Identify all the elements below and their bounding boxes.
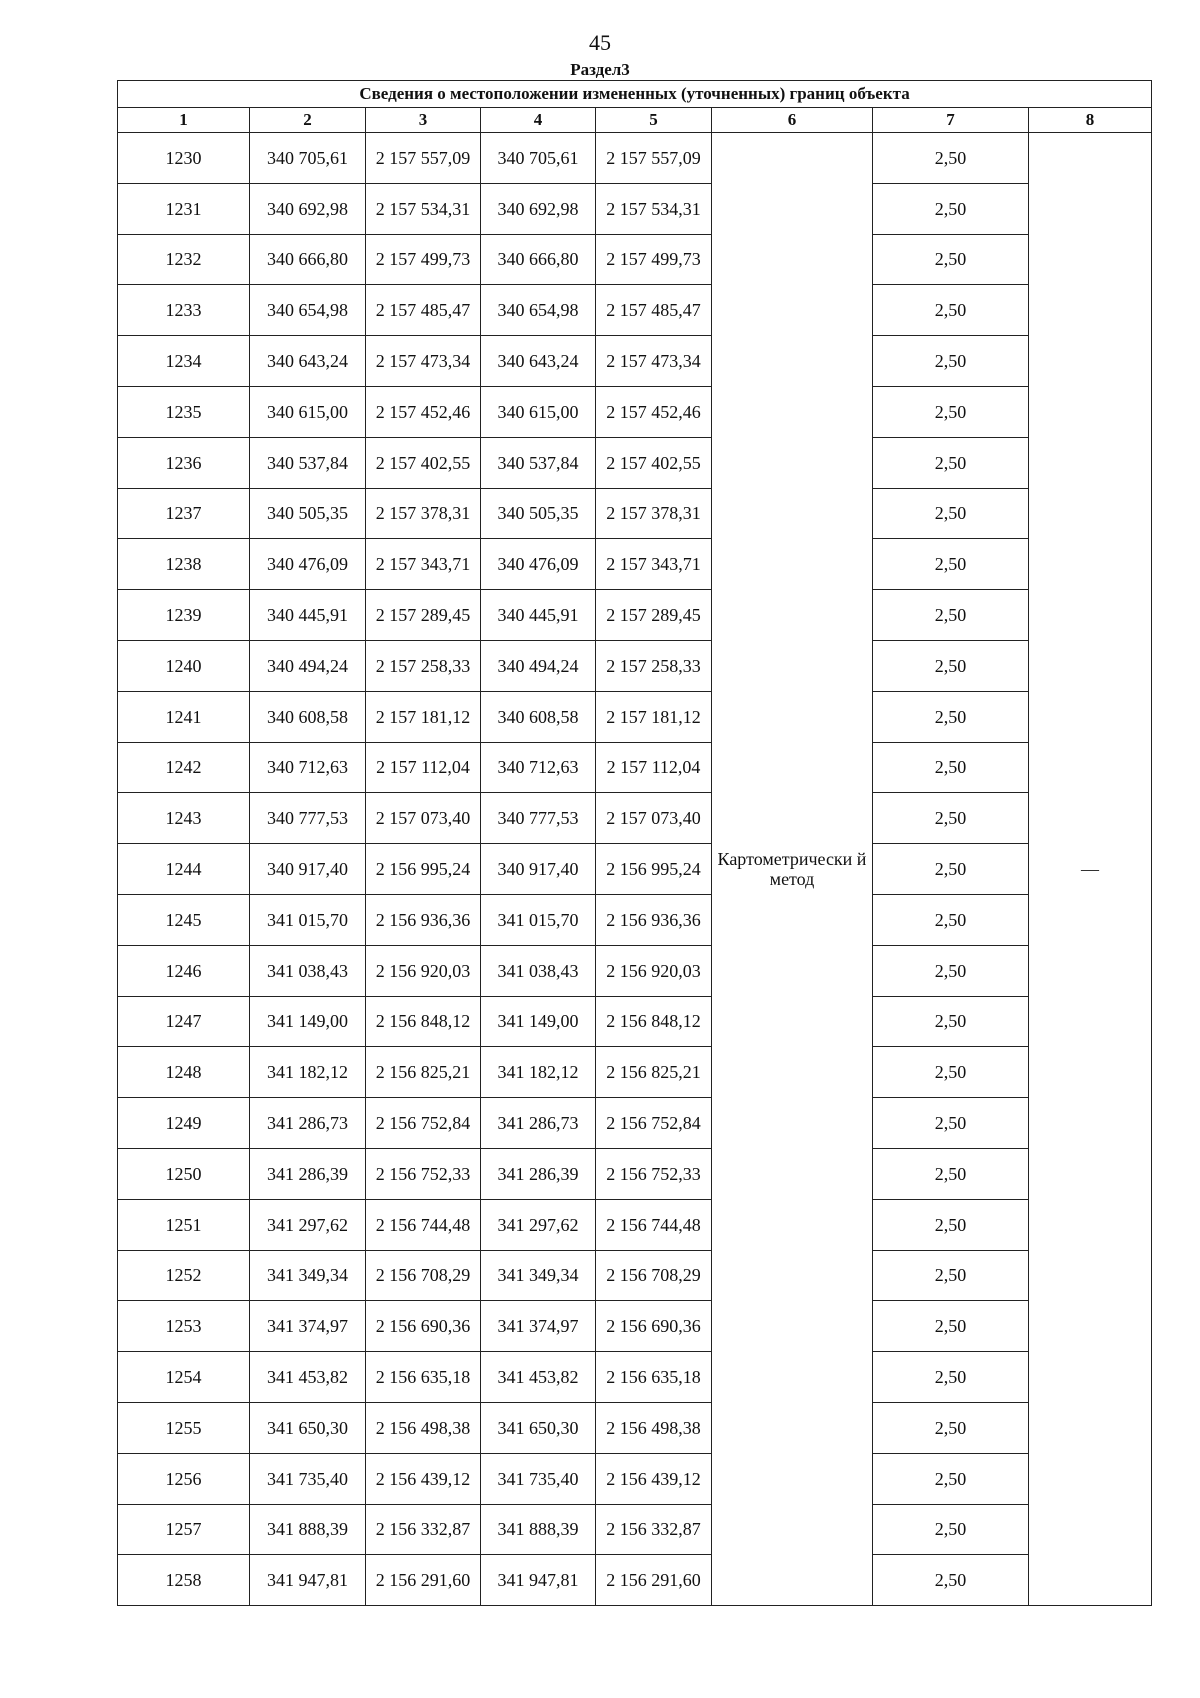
accuracy-cell: 2,50: [873, 1199, 1029, 1250]
y-old-cell: 2 157 073,40: [366, 793, 481, 844]
accuracy-cell: 2,50: [873, 1504, 1029, 1555]
x-new-cell: 340 445,91: [481, 590, 596, 641]
y-new-cell: 2 156 635,18: [596, 1352, 712, 1403]
y-old-cell: 2 157 258,33: [366, 640, 481, 691]
accuracy-cell: 2,50: [873, 742, 1029, 793]
column-header: 6: [712, 108, 873, 133]
y-old-cell: 2 156 332,87: [366, 1504, 481, 1555]
y-old-cell: 2 157 499,73: [366, 234, 481, 285]
y-new-cell: 2 156 920,03: [596, 945, 712, 996]
point-number-cell: 1258: [118, 1555, 250, 1606]
y-old-cell: 2 156 936,36: [366, 894, 481, 945]
point-number-cell: 1251: [118, 1199, 250, 1250]
x-old-cell: 340 445,91: [250, 590, 366, 641]
y-new-cell: 2 156 995,24: [596, 844, 712, 895]
point-number-cell: 1247: [118, 996, 250, 1047]
y-new-cell: 2 156 498,38: [596, 1402, 712, 1453]
y-old-cell: 2 156 752,33: [366, 1148, 481, 1199]
x-old-cell: 340 712,63: [250, 742, 366, 793]
y-old-cell: 2 156 920,03: [366, 945, 481, 996]
point-number-cell: 1231: [118, 183, 250, 234]
accuracy-cell: 2,50: [873, 183, 1029, 234]
y-old-cell: 2 156 995,24: [366, 844, 481, 895]
note-cell: —: [1029, 133, 1152, 1606]
table-row: [118, 1199, 1152, 1250]
x-new-cell: 341 349,34: [481, 1250, 596, 1301]
x-old-cell: 341 453,82: [250, 1352, 366, 1403]
x-old-cell: 341 038,43: [250, 945, 366, 996]
section-title: Раздел3: [570, 60, 630, 79]
point-number-cell: 1248: [118, 1047, 250, 1098]
x-new-cell: 340 608,58: [481, 691, 596, 742]
x-new-cell: 341 947,81: [481, 1555, 596, 1606]
accuracy-cell: 2,50: [873, 336, 1029, 387]
y-new-cell: 2 157 452,46: [596, 386, 712, 437]
x-new-cell: 341 015,70: [481, 894, 596, 945]
y-old-cell: 2 157 343,71: [366, 539, 481, 590]
accuracy-cell: 2,50: [873, 488, 1029, 539]
x-old-cell: 340 666,80: [250, 234, 366, 285]
point-number-cell: 1233: [118, 285, 250, 336]
point-number-cell: 1237: [118, 488, 250, 539]
x-new-cell: 341 182,12: [481, 1047, 596, 1098]
y-old-cell: 2 156 752,84: [366, 1098, 481, 1149]
accuracy-cell: 2,50: [873, 1148, 1029, 1199]
table-row: [118, 437, 1152, 488]
point-number-cell: 1246: [118, 945, 250, 996]
accuracy-cell: 2,50: [873, 386, 1029, 437]
point-number-cell: 1242: [118, 742, 250, 793]
table-row: [118, 1301, 1152, 1352]
accuracy-cell: 2,50: [873, 945, 1029, 996]
x-new-cell: 340 615,00: [481, 386, 596, 437]
table-row: [118, 894, 1152, 945]
table-row: [118, 1352, 1152, 1403]
x-new-cell: 340 654,98: [481, 285, 596, 336]
accuracy-cell: 2,50: [873, 234, 1029, 285]
x-new-cell: 341 286,39: [481, 1148, 596, 1199]
y-old-cell: 2 157 112,04: [366, 742, 481, 793]
x-old-cell: 341 947,81: [250, 1555, 366, 1606]
y-new-cell: 2 156 439,12: [596, 1453, 712, 1504]
column-header-row: [118, 108, 1152, 133]
y-new-cell: 2 157 258,33: [596, 640, 712, 691]
x-old-cell: 340 476,09: [250, 539, 366, 590]
y-new-cell: 2 156 708,29: [596, 1250, 712, 1301]
x-old-cell: 341 286,73: [250, 1098, 366, 1149]
table-body: [118, 133, 1152, 1606]
x-old-cell: 340 494,24: [250, 640, 366, 691]
y-new-cell: 2 157 402,55: [596, 437, 712, 488]
table-row: [118, 539, 1152, 590]
x-new-cell: 340 712,63: [481, 742, 596, 793]
point-number-cell: 1256: [118, 1453, 250, 1504]
y-new-cell: 2 157 181,12: [596, 691, 712, 742]
accuracy-cell: 2,50: [873, 894, 1029, 945]
x-new-cell: 340 494,24: [481, 640, 596, 691]
point-number-cell: 1235: [118, 386, 250, 437]
table-row: [118, 336, 1152, 387]
point-number-cell: 1244: [118, 844, 250, 895]
point-number-cell: 1243: [118, 793, 250, 844]
y-new-cell: 2 156 752,33: [596, 1148, 712, 1199]
y-old-cell: 2 156 439,12: [366, 1453, 481, 1504]
y-old-cell: 2 157 473,34: [366, 336, 481, 387]
y-new-cell: 2 157 343,71: [596, 539, 712, 590]
x-old-cell: 341 149,00: [250, 996, 366, 1047]
table-row: [118, 234, 1152, 285]
accuracy-cell: 2,50: [873, 590, 1029, 641]
x-new-cell: 340 643,24: [481, 336, 596, 387]
y-old-cell: 2 156 498,38: [366, 1402, 481, 1453]
point-number-cell: 1238: [118, 539, 250, 590]
table-row: [118, 1047, 1152, 1098]
column-header: 4: [481, 108, 596, 133]
y-old-cell: 2 157 557,09: [366, 133, 481, 184]
point-number-cell: 1254: [118, 1352, 250, 1403]
table-row: [118, 945, 1152, 996]
table-row: [118, 1098, 1152, 1149]
x-old-cell: 341 888,39: [250, 1504, 366, 1555]
x-new-cell: 341 374,97: [481, 1301, 596, 1352]
column-header: 7: [873, 108, 1029, 133]
accuracy-cell: 2,50: [873, 539, 1029, 590]
y-new-cell: 2 156 291,60: [596, 1555, 712, 1606]
point-number-cell: 1240: [118, 640, 250, 691]
y-old-cell: 2 157 485,47: [366, 285, 481, 336]
y-old-cell: 2 156 291,60: [366, 1555, 481, 1606]
x-old-cell: 341 182,12: [250, 1047, 366, 1098]
y-new-cell: 2 156 744,48: [596, 1199, 712, 1250]
x-old-cell: 340 608,58: [250, 691, 366, 742]
y-new-cell: 2 156 332,87: [596, 1504, 712, 1555]
y-old-cell: 2 157 402,55: [366, 437, 481, 488]
table-row: [118, 793, 1152, 844]
table-row: [118, 844, 1152, 895]
x-new-cell: 341 286,73: [481, 1098, 596, 1149]
point-number-cell: 1249: [118, 1098, 250, 1149]
point-number-cell: 1232: [118, 234, 250, 285]
x-old-cell: 341 735,40: [250, 1453, 366, 1504]
y-old-cell: 2 156 708,29: [366, 1250, 481, 1301]
x-old-cell: 341 349,34: [250, 1250, 366, 1301]
y-old-cell: 2 157 289,45: [366, 590, 481, 641]
x-old-cell: 340 505,35: [250, 488, 366, 539]
point-number-cell: 1257: [118, 1504, 250, 1555]
table-row: [118, 488, 1152, 539]
y-old-cell: 2 156 848,12: [366, 996, 481, 1047]
x-new-cell: 341 453,82: [481, 1352, 596, 1403]
x-new-cell: 340 692,98: [481, 183, 596, 234]
y-new-cell: 2 156 690,36: [596, 1301, 712, 1352]
table-row: [118, 996, 1152, 1047]
coordinates-table: [117, 80, 1152, 1606]
accuracy-cell: 2,50: [873, 640, 1029, 691]
method-cell: Картометрически й метод: [712, 133, 873, 1606]
accuracy-cell: 2,50: [873, 437, 1029, 488]
accuracy-cell: 2,50: [873, 1555, 1029, 1606]
x-new-cell: 340 476,09: [481, 539, 596, 590]
y-old-cell: 2 156 635,18: [366, 1352, 481, 1403]
point-number-cell: 1253: [118, 1301, 250, 1352]
table-row: [118, 183, 1152, 234]
y-new-cell: 2 157 378,31: [596, 488, 712, 539]
point-number-cell: 1239: [118, 590, 250, 641]
x-old-cell: 340 537,84: [250, 437, 366, 488]
y-old-cell: 2 156 825,21: [366, 1047, 481, 1098]
x-new-cell: 341 297,62: [481, 1199, 596, 1250]
x-old-cell: 340 643,24: [250, 336, 366, 387]
accuracy-cell: 2,50: [873, 1402, 1029, 1453]
x-new-cell: 341 038,43: [481, 945, 596, 996]
accuracy-cell: 2,50: [873, 1047, 1029, 1098]
point-number-cell: 1245: [118, 894, 250, 945]
table-row: [118, 1555, 1152, 1606]
y-old-cell: 2 156 744,48: [366, 1199, 481, 1250]
accuracy-cell: 2,50: [873, 133, 1029, 184]
x-old-cell: 340 615,00: [250, 386, 366, 437]
accuracy-cell: 2,50: [873, 1453, 1029, 1504]
x-new-cell: 341 888,39: [481, 1504, 596, 1555]
table-row: [118, 691, 1152, 742]
table-row: [118, 1402, 1152, 1453]
x-new-cell: 340 777,53: [481, 793, 596, 844]
y-old-cell: 2 157 181,12: [366, 691, 481, 742]
table-row: [118, 1250, 1152, 1301]
x-new-cell: 340 505,35: [481, 488, 596, 539]
accuracy-cell: 2,50: [873, 1098, 1029, 1149]
y-new-cell: 2 157 557,09: [596, 133, 712, 184]
x-new-cell: 341 650,30: [481, 1402, 596, 1453]
y-new-cell: 2 156 936,36: [596, 894, 712, 945]
x-old-cell: 341 015,70: [250, 894, 366, 945]
y-new-cell: 2 157 112,04: [596, 742, 712, 793]
table-row: [118, 1148, 1152, 1199]
y-new-cell: 2 157 073,40: [596, 793, 712, 844]
y-new-cell: 2 157 289,45: [596, 590, 712, 641]
y-new-cell: 2 157 485,47: [596, 285, 712, 336]
accuracy-cell: 2,50: [873, 285, 1029, 336]
point-number-cell: 1255: [118, 1402, 250, 1453]
y-old-cell: 2 157 534,31: [366, 183, 481, 234]
x-old-cell: 341 374,97: [250, 1301, 366, 1352]
table-row: [118, 640, 1152, 691]
point-number-cell: 1236: [118, 437, 250, 488]
table-row: [118, 1453, 1152, 1504]
table-caption-row: [118, 81, 1152, 108]
point-number-cell: 1250: [118, 1148, 250, 1199]
x-old-cell: 340 705,61: [250, 133, 366, 184]
column-header: 1: [118, 108, 250, 133]
table-row: [118, 742, 1152, 793]
table-caption: Сведения о местоположении измененных (уточненных) границ объекта: [118, 81, 1152, 108]
point-number-cell: 1230: [118, 133, 250, 184]
accuracy-cell: 2,50: [873, 1352, 1029, 1403]
accuracy-cell: 2,50: [873, 844, 1029, 895]
y-old-cell: 2 156 690,36: [366, 1301, 481, 1352]
column-header: 5: [596, 108, 712, 133]
point-number-cell: 1234: [118, 336, 250, 387]
x-old-cell: 340 777,53: [250, 793, 366, 844]
y-old-cell: 2 157 452,46: [366, 386, 481, 437]
x-old-cell: 341 286,39: [250, 1148, 366, 1199]
x-new-cell: 340 537,84: [481, 437, 596, 488]
table-row: [118, 285, 1152, 336]
accuracy-cell: 2,50: [873, 1250, 1029, 1301]
x-old-cell: 341 650,30: [250, 1402, 366, 1453]
column-header: 2: [250, 108, 366, 133]
point-number-cell: 1241: [118, 691, 250, 742]
table-row: [118, 133, 1152, 184]
x-old-cell: 340 692,98: [250, 183, 366, 234]
table-row: [118, 386, 1152, 437]
x-old-cell: 340 654,98: [250, 285, 366, 336]
x-new-cell: 340 917,40: [481, 844, 596, 895]
x-new-cell: 340 666,80: [481, 234, 596, 285]
page-number: 45: [589, 30, 611, 55]
accuracy-cell: 2,50: [873, 793, 1029, 844]
x-new-cell: 341 735,40: [481, 1453, 596, 1504]
x-new-cell: 340 705,61: [481, 133, 596, 184]
accuracy-cell: 2,50: [873, 996, 1029, 1047]
y-new-cell: 2 156 752,84: [596, 1098, 712, 1149]
y-new-cell: 2 157 534,31: [596, 183, 712, 234]
accuracy-cell: 2,50: [873, 691, 1029, 742]
column-header: 8: [1029, 108, 1152, 133]
table-row: [118, 590, 1152, 641]
y-new-cell: 2 156 825,21: [596, 1047, 712, 1098]
y-old-cell: 2 157 378,31: [366, 488, 481, 539]
x-old-cell: 341 297,62: [250, 1199, 366, 1250]
y-new-cell: 2 157 473,34: [596, 336, 712, 387]
accuracy-cell: 2,50: [873, 1301, 1029, 1352]
column-header: 3: [366, 108, 481, 133]
point-number-cell: 1252: [118, 1250, 250, 1301]
x-old-cell: 340 917,40: [250, 844, 366, 895]
table-row: [118, 1504, 1152, 1555]
y-new-cell: 2 157 499,73: [596, 234, 712, 285]
x-new-cell: 341 149,00: [481, 996, 596, 1047]
y-new-cell: 2 156 848,12: [596, 996, 712, 1047]
